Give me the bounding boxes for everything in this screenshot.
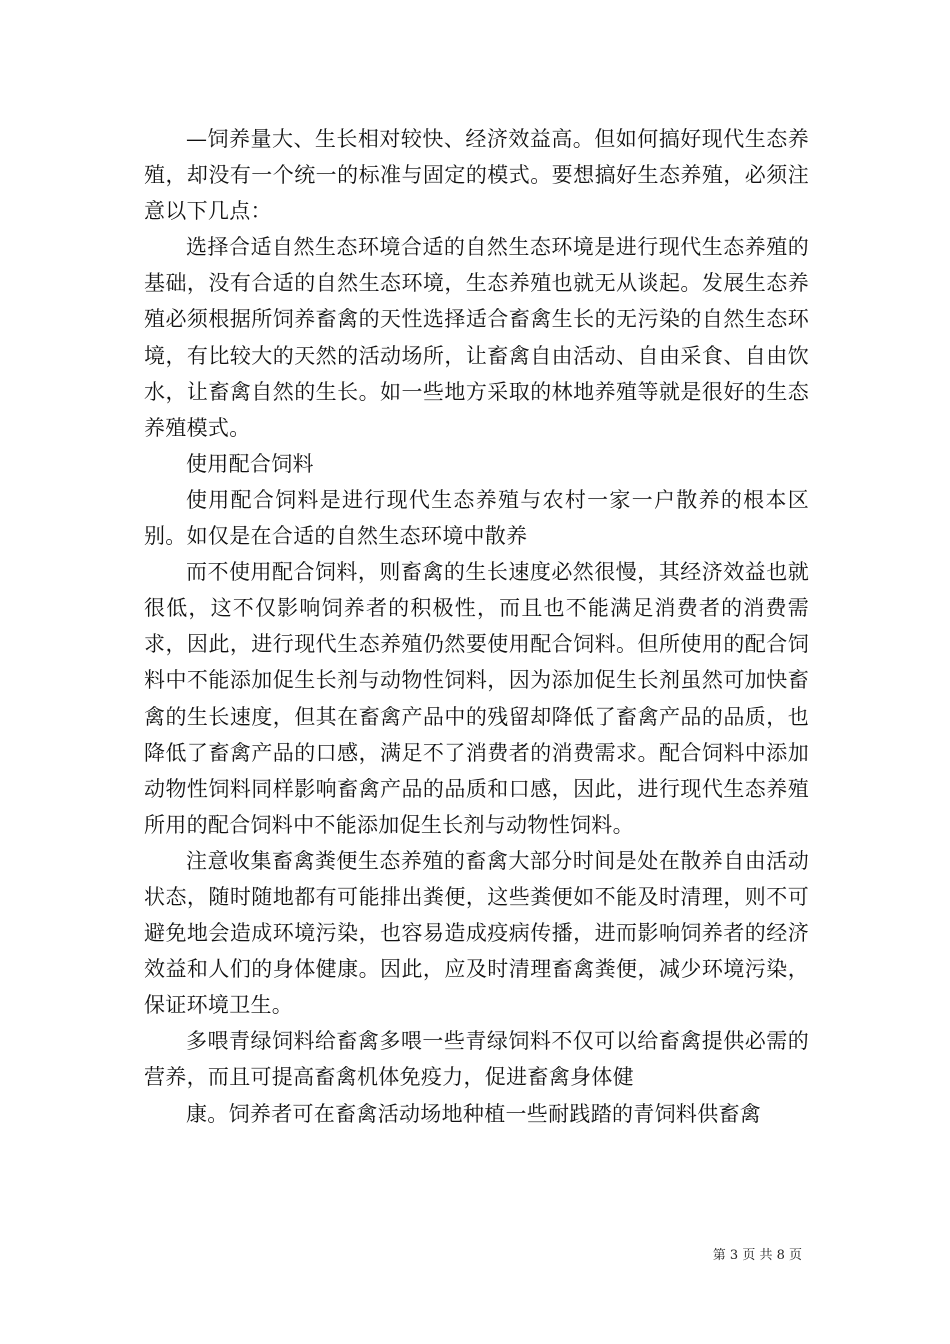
paragraph-feed-details: 而不使用配合饲料，则畜禽的生长速度必然很慢，其经济效益也就很低，这不仅影响饲养者的积极性，而且也不能满足消费者的消费需求，因此，进行现代生态养殖仍然要使用配合饲料。但所使用的配合饲料中不能添加促生长剂与动物性饲料，因为添加促生长剂虽然可加快畜禽的生长速度，但其在畜禽产品中的残留却降低了畜禽产品的品质，也降低了畜禽产品的口感，满足不了消费者的消费需求。配合饲料中添加动物性饲料同样影响畜禽产品的品质和口感，因此，进行现代生态养殖所用的配合饲料中不能添加促生长剂与动物性饲料。 [144, 560, 809, 837]
paragraph-green-feed: 多喂青绿饲料给畜禽多喂一些青绿饲料不仅可以给畜禽提供必需的营养，而且可提高畜禽机体免疫力，促进畜禽身体健 [144, 1029, 809, 1090]
document-body [144, 121, 809, 1132]
paragraph-intro-continuation: —饲养量大、生长相对较快、经济效益高。但如何搞好现代生态养殖，却没有一个统一的标准与固定的模式。要想搞好生态养殖，必须注意以下几点： [144, 127, 809, 224]
paragraph-natural-environment: 选择合适自然生态环境合适的自然生态环境是进行现代生态养殖的基础，没有合适的自然生态环境，生态养殖也就无从谈起。发展生态养殖必须根据所饲养畜禽的天性选择适合畜禽生长的无污染的自然生态环境，有比较大的天然的活动场所，让畜禽自由活动、自由采食、自由饮水，让畜禽自然的生长。如一些地方采取的林地养殖等就是很好的生态养殖模式。 [144, 235, 809, 440]
page-number: 第 3 页 共 8 页 [712, 1248, 802, 1263]
paragraph-green-feed-continued: 康。饲养者可在畜禽活动场地种植一些耐践踏的青饲料供畜禽 [186, 1101, 762, 1126]
paragraph-heading-feed: 使用配合饲料 [186, 451, 314, 476]
paragraph-manure-collection: 注意收集畜禽粪便生态养殖的畜禽大部分时间是处在散养自由活动状态，随时随地都有可能排出粪便，这些粪便如不能及时清理，则不可避免地会造成环境污染，也容易造成疫病传播，进而影响饲养者的经济效益和人们的身体健康。因此，应及时清理畜禽粪便，减少环境污染，保证环境卫生。 [144, 848, 809, 1018]
paragraph-feed-difference: 使用配合饲料是进行现代生态养殖与农村一家一户散养的根本区别。如仅是在合适的自然生态环境中散养 [144, 487, 809, 549]
